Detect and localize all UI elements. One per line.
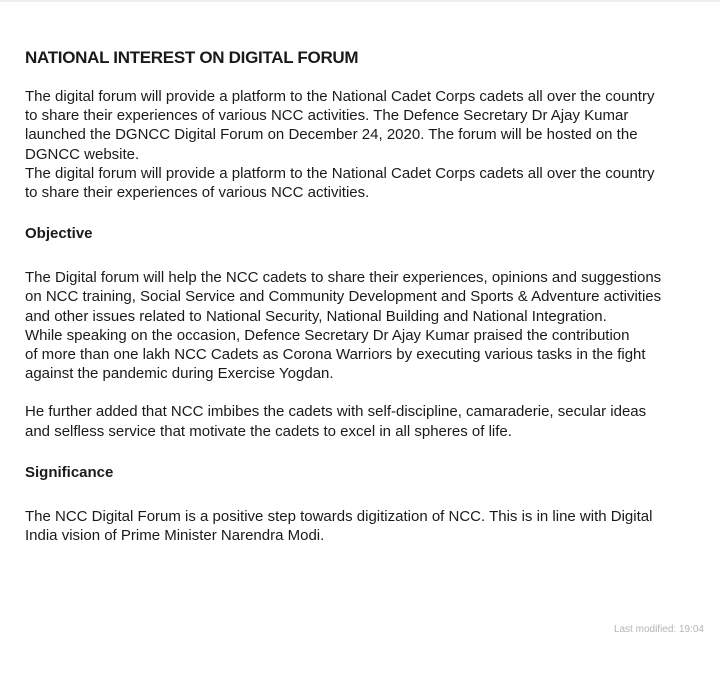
note-title: NATIONAL INTEREST ON DIGITAL FORUM bbox=[25, 48, 359, 67]
spacer bbox=[25, 441, 705, 463]
spacer bbox=[25, 243, 705, 268]
objective-paragraph-2: While speaking on the occasion, Defence Secretary Dr Ajay Kumar praised the contribution of more than one lakh NCC Cadets as Corona Warriors by executing various tasks in the fight against the pandemic during Exercise Yogdan. bbox=[25, 326, 646, 383]
note-body[interactable] bbox=[25, 48, 705, 545]
objective-heading: Objective bbox=[25, 225, 93, 243]
intro-paragraph-1: The digital forum will provide a platform to the National Cadet Corps cadets all over the country to share their experiences of various NCC activities. The Defence Secretary Dr Ajay Kumar launched the DGNCC Digital Forum on December 24, 2020. The forum will be hosted on the DGNCC website. bbox=[25, 88, 655, 163]
objective-paragraph-3: He further added that NCC imbibes the cadets with self-discipline, camaraderie, secular ideas and selfless service that motivate the cadets to excel in all spheres of life. bbox=[25, 403, 647, 440]
spacer bbox=[25, 202, 705, 224]
intro-paragraph-2: The digital forum will provide a platform to the National Cadet Corps cadets all over the country to share their experiences of various NCC activities. bbox=[25, 164, 655, 202]
spacer bbox=[25, 482, 705, 507]
spacer bbox=[25, 383, 705, 402]
objective-paragraph-1: The Digital forum will help the NCC cadets to share their experiences, opinions and suggestions on NCC training, Social Service and Community Development and Sports & Adventure activities and other issues related to National Security, National Building and National Integration. bbox=[25, 269, 662, 325]
significance-heading: Significance bbox=[25, 463, 114, 481]
top-divider bbox=[0, 0, 720, 2]
last-modified-timestamp: Last modified: 19:04 bbox=[613, 624, 704, 635]
significance-paragraph: The NCC Digital Forum is a positive step towards digitization of NCC. This is in line with Digital India vision of Prime Minister Narendra Modi. bbox=[25, 507, 653, 545]
